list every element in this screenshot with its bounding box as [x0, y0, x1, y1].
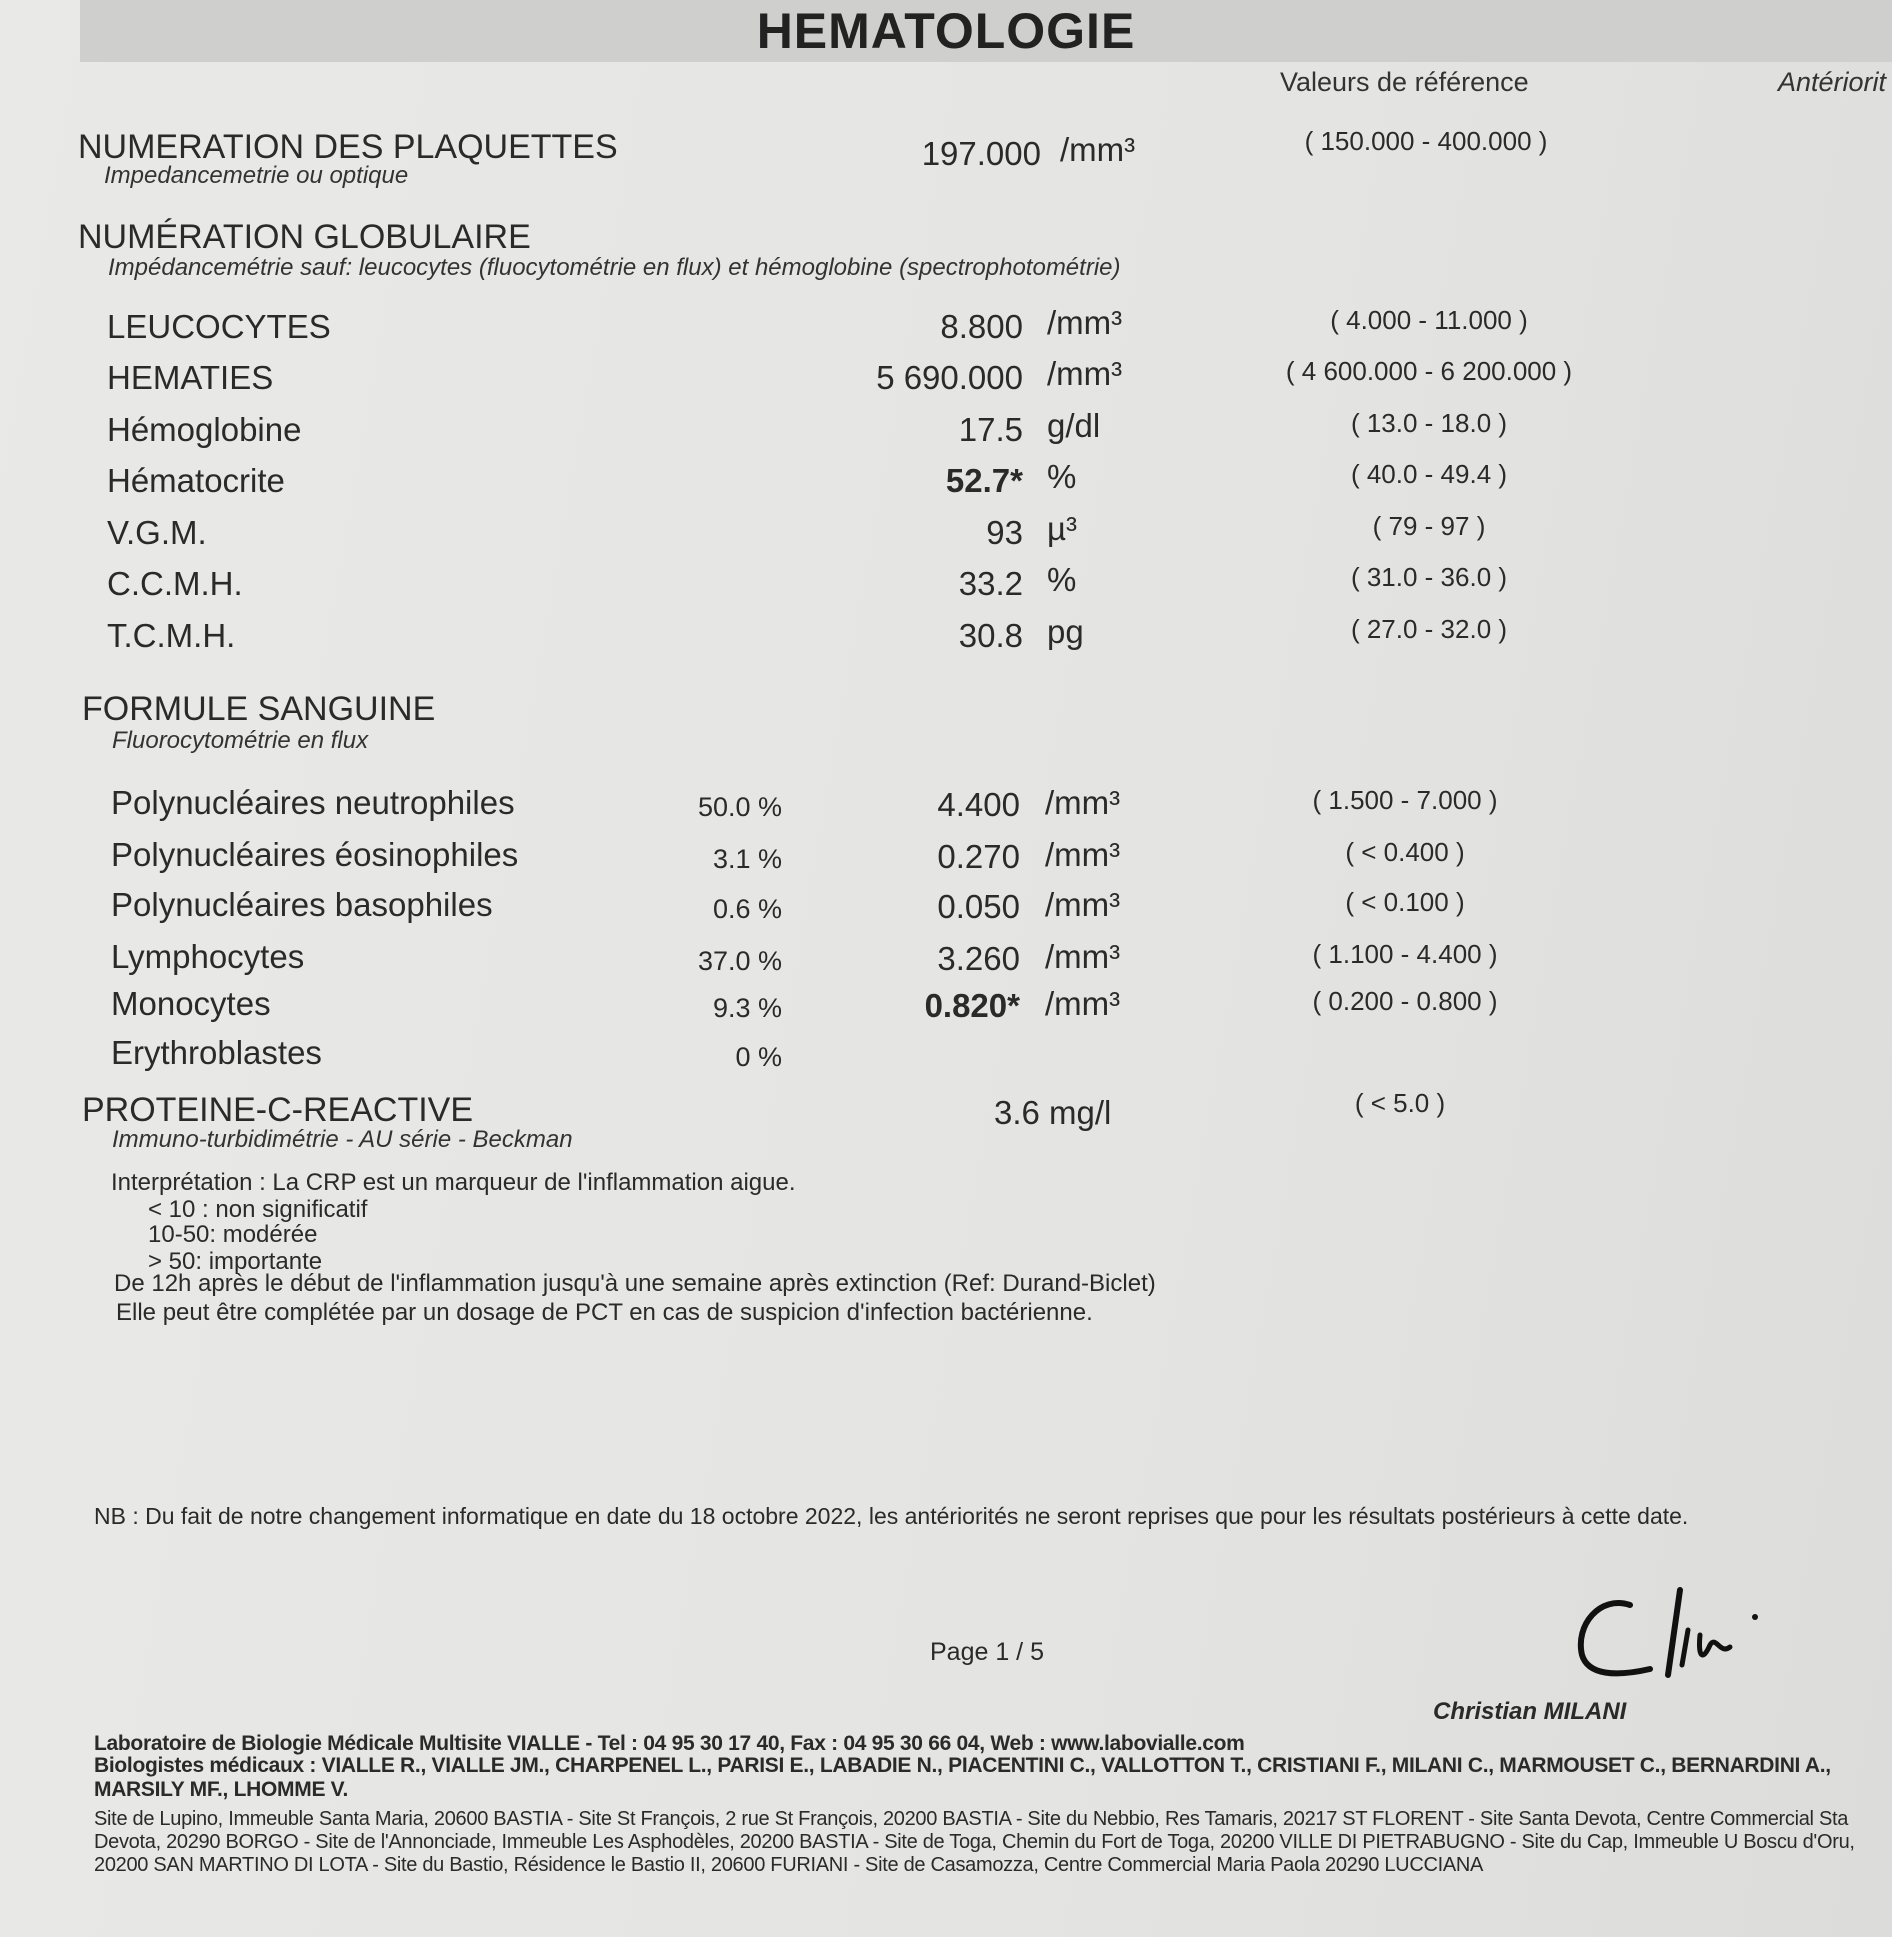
signatory-name: Christian MILANI — [1433, 1698, 1627, 1725]
blood-count-row-unit: g/dl — [1047, 407, 1101, 444]
formula-row-percent: 9.3 % — [712, 993, 782, 1023]
blood-count-row-reference: ( 13.0 - 18.0 ) — [1350, 408, 1508, 438]
blood-count-row-value: 5 690.000 — [876, 359, 1023, 396]
platelets-unit: /mm³ — [1060, 131, 1136, 168]
blood-count-row-reference: ( 79 - 97 ) — [1372, 511, 1486, 541]
formula-row-unit: /mm³ — [1045, 938, 1121, 975]
formula-row-name: Lymphocytes — [111, 938, 305, 975]
blood-count-row-reference: ( 4 600.000 - 6 200.000 ) — [1285, 356, 1573, 386]
blood-count-row-name: C.C.M.H. — [107, 565, 243, 602]
crp-value-number: 3.6 — [994, 1094, 1040, 1131]
formula-row-value: 3.260 — [937, 940, 1020, 977]
blood-count-row-name: V.G.M. — [107, 514, 207, 551]
formula-row-name: Erythroblastes — [111, 1034, 322, 1071]
blood-count-row-reference: ( 4.000 - 11.000 ) — [1330, 305, 1528, 335]
formula-row-name: Monocytes — [111, 985, 271, 1022]
blood-count-row-reference: ( 40.0 - 49.4 ) — [1350, 459, 1508, 489]
platelets-value: 197.000 — [921, 135, 1041, 172]
formula-row-unit: /mm³ — [1045, 886, 1121, 923]
formula-row-name: Polynucléaires éosinophiles — [111, 836, 519, 873]
page-number: Page 1 / 5 — [930, 1638, 1044, 1666]
formula-row-reference: ( 0.200 - 0.800 ) — [1312, 986, 1498, 1016]
crp-interpretation-line: Elle peut être complétée par un dosage de PCT en cas de suspicion d'infection bactérienne. — [116, 1299, 1093, 1326]
nb-note: NB : Du fait de notre changement informatique en date du 18 octobre 2022, les antériorités ne seront reprises que pour les résultats postérieurs à cette date. — [94, 1503, 1689, 1529]
crp-interpretation-line: De 12h après le début de l'inflammation jusqu'à une semaine après extinction (Ref: Durand-Biclet) — [114, 1270, 1156, 1297]
crp-interpretation-intro: Interprétation : La CRP est un marqueur de l'inflammation aigue. — [111, 1169, 796, 1196]
blood-count-row-value: 93 — [986, 514, 1023, 551]
blood-count-row-name: HEMATIES — [107, 359, 274, 396]
formula-row-name: Polynucléaires neutrophiles — [111, 784, 515, 821]
formula-row-reference: ( < 0.100 ) — [1345, 887, 1465, 917]
formula-row-percent: 0.6 % — [712, 894, 782, 924]
blood-count-row-unit: µ³ — [1047, 510, 1078, 547]
blood-count-row-value: 17.5 — [958, 411, 1023, 448]
platelets-reference: ( 150.000 - 400.000 ) — [1304, 126, 1548, 156]
crp-reference: ( < 5.0 ) — [1354, 1088, 1446, 1118]
blood-count-row-value: 52.7* — [945, 462, 1023, 499]
platelets-method: Impedancemetrie ou optique — [104, 162, 409, 189]
crp-interpretation-line: 10-50: modérée — [148, 1221, 318, 1248]
formula-row-percent: 0 % — [735, 1042, 782, 1072]
formula-row-unit: /mm³ — [1045, 784, 1121, 821]
formula-row-name: Polynucléaires basophiles — [111, 886, 493, 923]
formula-row-value: 4.400 — [937, 786, 1020, 823]
crp-interpretation-line: < 10 : non significatif — [148, 1196, 368, 1223]
blood-count-row-value: 30.8 — [958, 617, 1023, 654]
crp-title: PROTEINE-C-REACTIVE — [82, 1091, 474, 1129]
platelets-title: NUMERATION DES PLAQUETTES — [78, 128, 618, 166]
formula-row-reference: ( 1.500 - 7.000 ) — [1312, 785, 1498, 815]
blood-count-row-name: Hémoglobine — [107, 411, 302, 448]
signature-icon — [1570, 1585, 1770, 1695]
formula-row-reference: ( < 0.400 ) — [1345, 837, 1465, 867]
crp-method: Immuno-turbidimétrie - AU série - Beckman — [112, 1126, 573, 1153]
formula-row-percent: 37.0 % — [697, 946, 782, 976]
crp-unit: mg/l — [1049, 1094, 1112, 1131]
formula-row-unit: /mm³ — [1045, 836, 1121, 873]
formula-row-percent: 3.1 % — [712, 844, 782, 874]
blood-count-row-unit: % — [1047, 561, 1077, 598]
blood-count-row-value: 8.800 — [940, 308, 1023, 345]
blood-count-row-unit: pg — [1047, 613, 1084, 650]
reference-values-header: Valeurs de référence — [1280, 67, 1529, 97]
blood-count-row-name: T.C.M.H. — [107, 617, 236, 654]
formula-row-value: 0.050 — [937, 888, 1020, 925]
blood-count-row-value: 33.2 — [958, 565, 1023, 602]
footer-sites: Site de Lupino, Immeuble Santa Maria, 20600 BASTIA - Site St François, 2 rue St François, 20200 BASTIA - Site du Nebbio, Res Tamaris, 20217 ST FLORENT - Site Santa Devota, Centre Commercial Sta Devota, 20290 BORGO - Site de l'Annonciade, Immeuble Les Asphodèles, 20200 BASTIA - Site de Toga, Chemin du Fort de Toga, 20200 VILLE DI PIETRABUGNO - Site du Cap, Immeuble U Boscu d'Oru, 20200 SAN MARTINO DI LOTA - Site du Bastio, Résidence le Bastio II, 20600 FURIANI - Site de Casamozza, Centre Commercial Maria Paola 20290 LUCCIANA — [94, 1808, 1855, 1876]
blood-count-row-name: Hématocrite — [107, 462, 285, 499]
prior-results-header: Antériorit — [1778, 67, 1887, 97]
blood-count-row-name: LEUCOCYTES — [107, 308, 331, 345]
blood-count-method: Impédancemétrie sauf: leucocytes (fluocytométrie en flux) et hémoglobine (spectrophotométrie) — [108, 254, 1121, 281]
footer-biologists: Biologistes médicaux : VIALLE R., VIALLE JM., CHARPENEL L., PARISI E., LABADIE N., PIACENTINI C., VALLOTTON T., CRISTIANI F., MILANI C., MARMOUSET C., BERNARDINI A., MARSILY MF., LHOMME V. — [94, 1754, 1831, 1801]
blood-count-row-reference: ( 27.0 - 32.0 ) — [1350, 614, 1508, 644]
footer-lab-info: Laboratoire de Biologie Médicale Multisite VIALLE - Tel : 04 95 30 17 40, Fax : 04 95 30 66 04, Web : www.labovialle.com — [94, 1732, 1245, 1755]
blood-count-row-unit: /mm³ — [1047, 304, 1123, 341]
formula-method: Fluorocytométrie en flux — [112, 727, 369, 754]
formula-row-value: 0.820* — [924, 987, 1020, 1024]
formula-row-percent: 50.0 % — [697, 792, 782, 822]
blood-count-row-unit: /mm³ — [1047, 355, 1123, 392]
crp-interpretation-line: > 50: importante — [148, 1248, 323, 1275]
formula-row-value: 0.270 — [937, 838, 1020, 875]
page-title: HEMATOLOGIE — [756, 3, 1136, 59]
formula-row-reference: ( 1.100 - 4.400 ) — [1312, 939, 1498, 969]
blood-count-row-unit: % — [1047, 458, 1077, 495]
crp-value — [994, 1093, 1111, 1133]
formula-row-unit: /mm³ — [1045, 985, 1121, 1022]
blood-count-title: NUMÉRATION GLOBULAIRE — [78, 218, 531, 256]
blood-count-row-reference: ( 31.0 - 36.0 ) — [1350, 562, 1508, 592]
formula-title: FORMULE SANGUINE — [82, 690, 436, 728]
